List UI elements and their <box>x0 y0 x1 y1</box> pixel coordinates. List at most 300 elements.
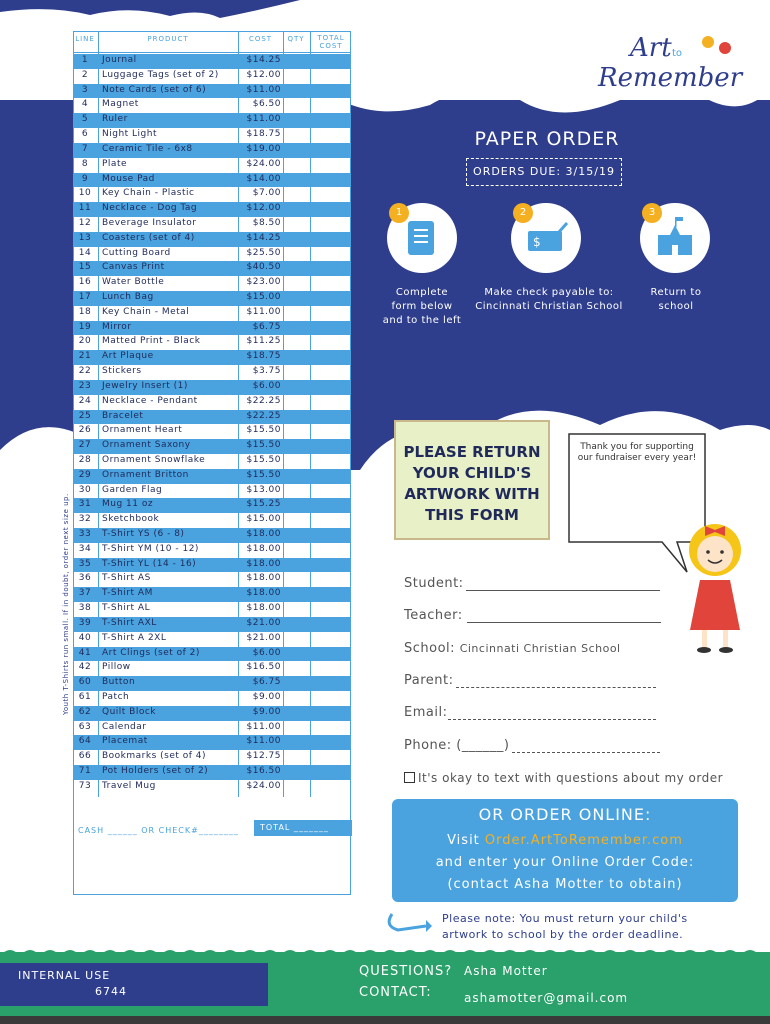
orders-due: ORDERS DUE: 3/15/19 <box>466 158 622 186</box>
qty-cell[interactable] <box>284 544 309 557</box>
line-number: 73 <box>78 780 92 791</box>
product-cost: $11.00 <box>246 114 281 125</box>
product-name: Ceramic Tile - 6x8 <box>102 143 193 154</box>
email-field[interactable] <box>448 719 656 720</box>
phone-label: Phone: (______) <box>404 738 510 753</box>
product-name: Lunch Bag <box>102 292 154 302</box>
total-cell[interactable] <box>311 277 351 290</box>
qty-cell[interactable] <box>284 144 309 157</box>
qty-cell[interactable] <box>284 470 309 483</box>
line-number: 71 <box>78 766 92 776</box>
total-cell[interactable] <box>311 366 351 379</box>
total-cell[interactable] <box>311 514 351 527</box>
product-cost: $18.00 <box>246 603 281 614</box>
order-table <box>73 31 351 895</box>
product-name: T-Shirt AM <box>102 588 153 599</box>
qty-cell[interactable] <box>284 499 309 512</box>
curved-arrow-icon <box>384 908 434 938</box>
product-name: Mirror <box>102 321 132 332</box>
table-row <box>74 647 350 662</box>
line-number: 62 <box>78 706 92 717</box>
product-name: Beverage Insulator <box>102 217 197 228</box>
product-name: Coasters (set of 4) <box>102 232 195 243</box>
product-cost: $11.00 <box>246 306 281 317</box>
qty-cell[interactable] <box>284 70 309 83</box>
qty-cell[interactable] <box>284 425 309 438</box>
qty-cell[interactable] <box>284 722 309 735</box>
total-cell[interactable] <box>311 470 351 483</box>
parent-field[interactable] <box>456 687 656 688</box>
table-row <box>74 543 350 558</box>
total-cell[interactable] <box>311 633 351 646</box>
total-cell[interactable] <box>311 129 351 142</box>
total-cell[interactable] <box>311 736 351 749</box>
product-cost: $12.00 <box>246 203 281 214</box>
qty-cell[interactable] <box>284 633 309 646</box>
product-name: T-Shirt YM (10 - 12) <box>102 543 199 554</box>
qty-cell[interactable] <box>284 381 309 394</box>
online-visit: Visit Order.ArtToRemember.com <box>447 833 683 848</box>
line-number: 30 <box>78 484 92 495</box>
product-name: Jewelry Insert (1) <box>102 380 188 391</box>
table-row <box>74 261 350 276</box>
table-body <box>74 54 350 795</box>
step-2-number: 2 <box>513 203 533 223</box>
table-header <box>74 32 350 53</box>
product-cost: $18.00 <box>246 543 281 554</box>
header-product: PRODUCT <box>147 35 189 43</box>
online-code-line: and enter your Online Order Code: <box>435 855 695 870</box>
line-number: 13 <box>78 232 92 243</box>
footer-dark-strip <box>0 1016 770 1024</box>
line-number: 60 <box>78 677 92 688</box>
artwork-notice: PLEASE RETURN YOUR CHILD'S ARTWORK WITH THIS FORM <box>394 420 550 540</box>
total-cell[interactable] <box>311 485 351 498</box>
line-number: 64 <box>78 736 92 747</box>
product-name: Pillow <box>102 662 131 673</box>
table-row <box>74 113 350 128</box>
qty-cell[interactable] <box>284 277 309 290</box>
total-cell[interactable] <box>311 603 351 616</box>
line-number: 32 <box>78 514 92 525</box>
header-line: LINE <box>75 35 95 43</box>
qty-cell[interactable] <box>284 411 309 424</box>
total-cell[interactable] <box>311 766 351 779</box>
product-name: Water Bottle <box>102 277 165 288</box>
qty-cell[interactable] <box>284 781 309 794</box>
product-name: T-Shirt AL <box>102 603 151 614</box>
footer-wave <box>0 944 770 956</box>
line-number: 42 <box>78 662 92 673</box>
order-url-link[interactable]: Order.ArtToRemember.com <box>484 833 683 848</box>
table-row <box>74 69 350 84</box>
line-number: 24 <box>78 395 92 406</box>
product-name: T-Shirt A 2XL <box>102 632 167 643</box>
table-row <box>74 513 350 528</box>
qty-cell[interactable] <box>284 692 309 705</box>
line-number: 5 <box>81 114 89 125</box>
product-name: Travel Mug <box>102 780 156 791</box>
product-cost: $15.00 <box>246 514 281 525</box>
total-cell[interactable] <box>311 618 351 631</box>
total-cell[interactable] <box>311 677 351 690</box>
product-cost: $9.00 <box>252 691 281 702</box>
line-number: 18 <box>78 306 92 317</box>
deadline-note: Please note: You must return your child's artwork to school by the order deadline. <box>442 912 688 941</box>
line-number: 41 <box>78 647 92 658</box>
total-cell[interactable] <box>311 396 351 409</box>
table-row <box>74 632 350 647</box>
line-number: 31 <box>78 499 92 510</box>
total-cell[interactable] <box>311 781 351 794</box>
product-name: Matted Print - Black <box>102 336 201 347</box>
table-row <box>74 54 350 69</box>
parent-label: Parent: <box>404 673 454 688</box>
product-name: Calendar <box>102 721 147 732</box>
table-row <box>74 424 350 439</box>
table-row <box>74 454 350 469</box>
total-cell[interactable] <box>311 99 351 112</box>
product-name: Art Plaque <box>102 351 154 362</box>
line-number: 2 <box>81 69 89 80</box>
total-cell[interactable] <box>311 70 351 83</box>
phone-field[interactable] <box>512 752 660 753</box>
total-cell[interactable] <box>311 544 351 557</box>
line-number: 1 <box>81 55 89 65</box>
product-cost: $18.00 <box>246 558 281 569</box>
consent-checkbox[interactable] <box>404 772 415 783</box>
product-cost: $40.50 <box>246 262 281 273</box>
product-cost: $13.00 <box>246 484 281 495</box>
product-cost: $16.50 <box>246 766 281 776</box>
total-cell[interactable] <box>311 307 351 320</box>
table-row <box>74 484 350 499</box>
table-row <box>74 410 350 425</box>
contact-name: Asha Motter <box>464 964 548 978</box>
art-to-remember-logo <box>590 28 760 98</box>
svg-text:$: $ <box>533 235 541 249</box>
total-cell[interactable] <box>311 248 351 261</box>
cash-check-field[interactable]: CASH ______ OR CHECK#________ <box>78 826 239 835</box>
qty-cell[interactable] <box>284 662 309 675</box>
total-cell[interactable] <box>311 336 351 349</box>
total-cell[interactable] <box>311 203 351 216</box>
table-row <box>74 691 350 706</box>
line-number: 33 <box>78 529 92 539</box>
table-row <box>74 735 350 750</box>
qty-cell[interactable] <box>284 218 309 231</box>
internal-use-label: INTERNAL USE <box>18 969 111 982</box>
product-name: Necklace - Dog Tag <box>102 203 198 214</box>
total-cell[interactable] <box>311 262 351 275</box>
total-cell[interactable] <box>311 322 351 335</box>
qty-cell[interactable] <box>284 203 309 216</box>
total-cell[interactable] <box>311 144 351 157</box>
product-cost: $15.25 <box>246 499 281 510</box>
line-number: 20 <box>78 336 92 347</box>
line-number: 39 <box>78 617 92 628</box>
line-number: 29 <box>78 469 92 480</box>
total-cell[interactable] <box>311 351 351 364</box>
product-cost: $14.25 <box>246 232 281 243</box>
product-name: Ornament Britton <box>102 469 189 480</box>
product-name: Key Chain - Plastic <box>102 188 195 199</box>
table-row <box>74 306 350 321</box>
line-number: 17 <box>78 292 92 302</box>
line-number: 16 <box>78 277 92 288</box>
product-cost: $18.00 <box>246 588 281 599</box>
qty-cell[interactable] <box>284 648 309 661</box>
product-name: T-Shirt YS (6 - 8) <box>102 529 185 539</box>
table-row <box>74 128 350 143</box>
product-name: Placemat <box>102 736 148 747</box>
email-label: Email: <box>404 705 448 720</box>
product-cost: $18.00 <box>246 529 281 539</box>
qty-cell[interactable] <box>284 736 309 749</box>
qty-cell[interactable] <box>284 292 309 305</box>
total-cell[interactable] <box>311 722 351 735</box>
table-row <box>74 350 350 365</box>
contact-label: CONTACT: <box>359 985 432 1000</box>
product-cost: $19.00 <box>246 143 281 154</box>
total-cell[interactable] <box>311 499 351 512</box>
table-row <box>74 217 350 232</box>
qty-cell[interactable] <box>284 85 309 98</box>
school-label: School: Cincinnati Christian School <box>404 641 621 656</box>
product-name: Bracelet <box>102 410 144 421</box>
girl-illustration <box>680 520 750 655</box>
school-value: Cincinnati Christian School <box>459 642 621 655</box>
total-field[interactable]: TOTAL _______ <box>260 823 329 832</box>
thank-you-text: Thank you for supporting our fundraiser every year! <box>577 442 697 463</box>
total-cell[interactable] <box>311 440 351 453</box>
table-row <box>74 380 350 395</box>
qty-cell[interactable] <box>284 99 309 112</box>
teacher-label: Teacher: <box>404 608 463 623</box>
total-cell[interactable] <box>311 233 351 246</box>
line-number: 66 <box>78 751 92 762</box>
line-number: 8 <box>81 158 89 169</box>
step-3-number: 3 <box>642 203 662 223</box>
table-row <box>74 676 350 691</box>
qty-cell[interactable] <box>284 322 309 335</box>
line-number: 63 <box>78 721 92 732</box>
product-name: Night Light <box>102 129 157 140</box>
product-cost: $11.00 <box>246 721 281 732</box>
total-cell[interactable] <box>311 588 351 601</box>
table-row <box>74 706 350 721</box>
line-number: 4 <box>81 99 89 110</box>
product-name: Ornament Saxony <box>102 440 191 451</box>
qty-cell[interactable] <box>284 455 309 468</box>
logo-remember: Remember <box>598 63 743 93</box>
qty-cell[interactable] <box>284 396 309 409</box>
table-row <box>74 291 350 306</box>
table-row <box>74 439 350 454</box>
product-cost: $6.50 <box>252 99 281 110</box>
qty-cell[interactable] <box>284 233 309 246</box>
total-cell[interactable] <box>311 662 351 675</box>
product-cost: $15.50 <box>246 425 281 436</box>
table-row <box>74 395 350 410</box>
table-row <box>74 661 350 676</box>
qty-cell[interactable] <box>284 366 309 379</box>
total-cell[interactable] <box>311 648 351 661</box>
total-cell[interactable] <box>311 559 351 572</box>
product-name: Magnet <box>102 99 139 110</box>
qty-cell[interactable] <box>284 307 309 320</box>
line-number: 27 <box>78 440 92 451</box>
total-cell[interactable] <box>311 114 351 127</box>
qty-cell[interactable] <box>284 559 309 572</box>
line-number: 12 <box>78 217 92 228</box>
qty-cell[interactable] <box>284 55 309 68</box>
qty-cell[interactable] <box>284 514 309 527</box>
product-cost: $15.00 <box>246 292 281 302</box>
total-cell[interactable] <box>311 188 351 201</box>
product-name: Sketchbook <box>102 514 160 525</box>
total-cell[interactable] <box>311 292 351 305</box>
product-cost: $15.50 <box>246 454 281 465</box>
total-cell[interactable] <box>311 159 351 172</box>
product-cost: $14.25 <box>246 55 281 65</box>
logo-art: Art <box>630 33 672 63</box>
line-number: 9 <box>81 173 89 184</box>
step-1-number: 1 <box>389 203 409 223</box>
line-number: 6 <box>81 129 89 140</box>
product-cost: $23.00 <box>246 277 281 288</box>
qty-cell[interactable] <box>284 603 309 616</box>
table-row <box>74 365 350 380</box>
product-cost: $15.50 <box>246 469 281 480</box>
qty-cell[interactable] <box>284 114 309 127</box>
total-cell[interactable] <box>311 55 351 68</box>
product-cost: $7.00 <box>252 188 281 199</box>
qty-cell[interactable] <box>284 248 309 261</box>
line-number: 61 <box>78 691 92 702</box>
total-cell[interactable] <box>311 411 351 424</box>
contact-email[interactable]: ashamotter@gmail.com <box>464 991 629 1005</box>
product-name: Quilt Block <box>102 706 157 717</box>
product-name: Garden Flag <box>102 484 163 495</box>
product-cost: $25.50 <box>246 247 281 258</box>
product-cost: $3.75 <box>252 366 281 377</box>
page-title: PAPER ORDER <box>474 128 620 150</box>
product-name: Ruler <box>102 114 128 125</box>
product-cost: $16.50 <box>246 662 281 673</box>
product-name: Mug 11 oz <box>102 499 154 510</box>
line-number: 35 <box>78 558 92 569</box>
total-cell[interactable] <box>311 455 351 468</box>
total-cell[interactable] <box>311 218 351 231</box>
table-row <box>74 721 350 736</box>
line-number: 11 <box>78 203 92 214</box>
line-number: 25 <box>78 410 92 421</box>
qty-cell[interactable] <box>284 618 309 631</box>
line-number: 10 <box>78 188 92 199</box>
qty-cell[interactable] <box>284 766 309 779</box>
total-cell[interactable] <box>311 573 351 586</box>
product-cost: $6.75 <box>252 677 281 688</box>
teacher-field[interactable] <box>467 622 661 623</box>
qty-cell[interactable] <box>284 529 309 542</box>
qty-cell[interactable] <box>284 588 309 601</box>
total-cell[interactable] <box>311 692 351 705</box>
step-3-text: Return to school <box>650 287 702 312</box>
step-1-text: Complete form below and to the left <box>382 287 462 326</box>
product-name: Necklace - Pendant <box>102 395 198 406</box>
qty-cell[interactable] <box>284 159 309 172</box>
line-number: 15 <box>78 262 92 273</box>
line-number: 37 <box>78 588 92 599</box>
product-cost: $11.25 <box>246 336 281 347</box>
product-cost: $22.25 <box>246 395 281 406</box>
qty-cell[interactable] <box>284 440 309 453</box>
qty-cell[interactable] <box>284 485 309 498</box>
qty-cell[interactable] <box>284 129 309 142</box>
product-name: Cutting Board <box>102 247 171 258</box>
qty-cell[interactable] <box>284 262 309 275</box>
product-cost: $6.75 <box>252 321 281 332</box>
table-row <box>74 187 350 202</box>
table-row <box>74 617 350 632</box>
line-number: 3 <box>81 84 89 95</box>
product-name: T-Shirt AXL <box>102 617 157 628</box>
product-name: T-Shirt AS <box>102 573 151 584</box>
product-cost: $11.00 <box>246 736 281 747</box>
qty-cell[interactable] <box>284 351 309 364</box>
table-row <box>74 98 350 113</box>
qty-cell[interactable] <box>284 174 309 187</box>
logo-to: to <box>672 48 683 59</box>
table-row <box>74 587 350 602</box>
qty-cell[interactable] <box>284 188 309 201</box>
header-qty: QTY <box>287 35 305 43</box>
product-name: Plate <box>102 158 128 169</box>
tshirt-size-note: Youth T-Shirts run small. If in doubt, order next size up. <box>62 493 70 715</box>
line-number: 19 <box>78 321 92 332</box>
product-name: Key Chain - Metal <box>102 306 190 317</box>
total-cell[interactable] <box>311 381 351 394</box>
table-row <box>74 572 350 587</box>
product-name: Journal <box>102 55 137 65</box>
table-row <box>74 143 350 158</box>
product-name: Canvas Print <box>102 262 165 273</box>
total-cell[interactable] <box>311 707 351 720</box>
student-field[interactable] <box>466 590 660 591</box>
qty-cell[interactable] <box>284 751 309 764</box>
product-name: Ornament Snowflake <box>102 454 206 465</box>
line-number: 22 <box>78 366 92 377</box>
total-cell[interactable] <box>311 85 351 98</box>
header-cost: COST <box>248 35 273 43</box>
qty-cell[interactable] <box>284 336 309 349</box>
table-row <box>74 173 350 188</box>
header-total: TOTAL COST <box>317 34 345 50</box>
product-name: Bookmarks (set of 4) <box>102 751 207 762</box>
product-cost: $21.00 <box>246 617 281 628</box>
qty-cell[interactable] <box>284 573 309 586</box>
total-cell[interactable] <box>311 425 351 438</box>
qty-cell[interactable] <box>284 677 309 690</box>
line-number: 28 <box>78 454 92 465</box>
qty-cell[interactable] <box>284 707 309 720</box>
text-consent[interactable]: It's okay to text with questions about my order <box>404 771 723 785</box>
total-cell[interactable] <box>311 174 351 187</box>
total-cell[interactable] <box>311 529 351 542</box>
line-number: 26 <box>78 425 92 436</box>
total-cell[interactable] <box>311 751 351 764</box>
